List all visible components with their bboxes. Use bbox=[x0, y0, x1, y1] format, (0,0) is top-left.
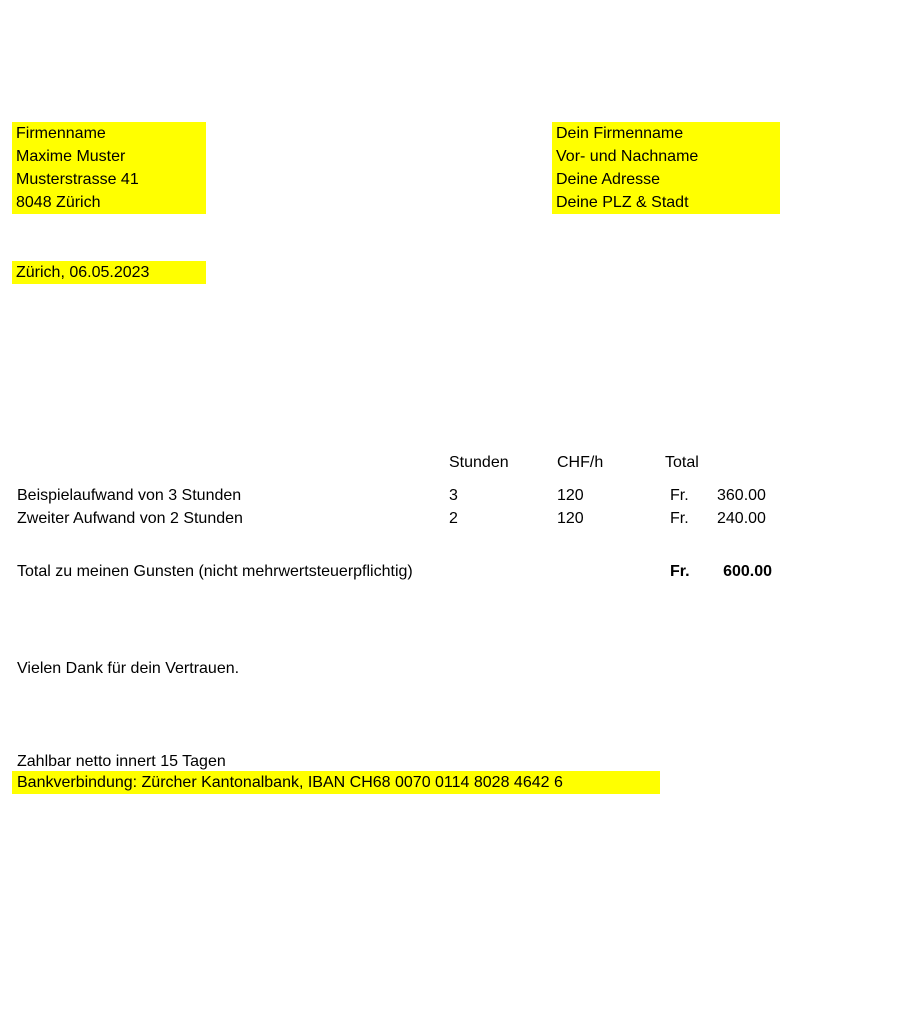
sender-name: Vor- und Nachname bbox=[556, 148, 699, 165]
payment-terms: Zahlbar netto innert 15 Tagen bbox=[17, 753, 226, 770]
header-hours: Stunden bbox=[449, 454, 509, 471]
row-1-currency: Fr. bbox=[670, 487, 689, 504]
row-2-amount: 240.00 bbox=[717, 510, 766, 527]
recipient-street: Musterstrasse 41 bbox=[16, 171, 139, 188]
sender-city: Deine PLZ & Stadt bbox=[556, 194, 689, 211]
place-date-block bbox=[12, 261, 206, 284]
recipient-company: Firmenname bbox=[16, 125, 106, 142]
row-2-currency: Fr. bbox=[670, 510, 689, 527]
row-2-description: Zweiter Aufwand von 2 Stunden bbox=[17, 510, 243, 527]
place-date: Zürich, 06.05.2023 bbox=[16, 264, 150, 281]
sender-address-block bbox=[552, 122, 780, 214]
row-1-rate: 120 bbox=[557, 487, 584, 504]
recipient-address-block bbox=[12, 122, 206, 214]
header-total: Total bbox=[665, 454, 699, 471]
header-rate: CHF/h bbox=[557, 454, 604, 471]
recipient-city: 8048 Zürich bbox=[16, 194, 101, 211]
sender-company: Dein Firmenname bbox=[556, 125, 684, 142]
row-2-rate: 120 bbox=[557, 510, 584, 527]
bank-details: Bankverbindung: Zürcher Kantonalbank, IBAN CH68 0070 0114 8028 4642 6 bbox=[12, 771, 660, 794]
sender-street: Deine Adresse bbox=[556, 171, 661, 188]
recipient-name: Maxime Muster bbox=[16, 148, 126, 165]
total-currency: Fr. bbox=[670, 563, 690, 580]
row-1-hours: 3 bbox=[449, 487, 458, 504]
thank-you-note: Vielen Dank für dein Vertrauen. bbox=[17, 660, 240, 677]
total-amount: 600.00 bbox=[723, 563, 772, 580]
row-1-amount: 360.00 bbox=[717, 487, 766, 504]
row-2-hours: 2 bbox=[449, 510, 458, 527]
row-1-description: Beispielaufwand von 3 Stunden bbox=[17, 487, 242, 504]
total-label: Total zu meinen Gunsten (nicht mehrwertsteuerpflichtig) bbox=[17, 563, 413, 580]
